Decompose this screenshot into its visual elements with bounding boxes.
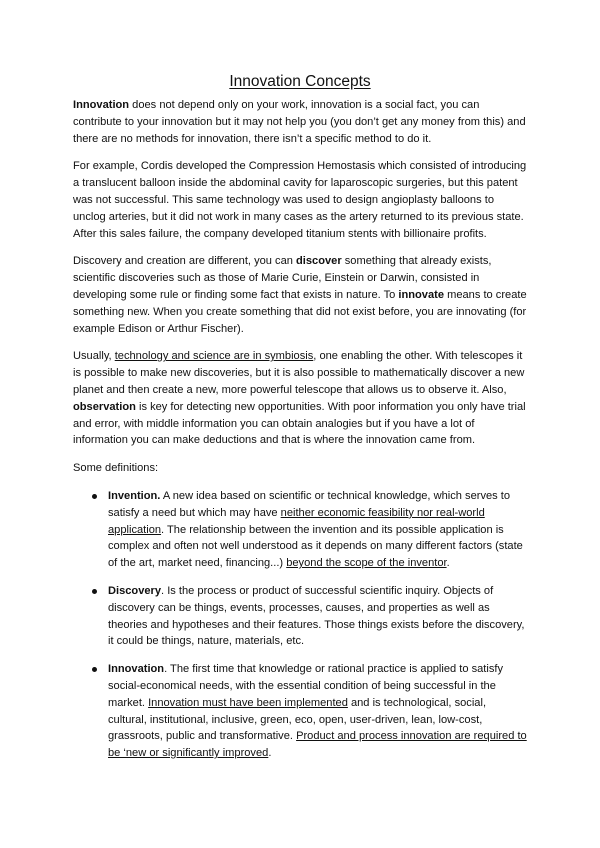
underlined-phrase: Innovation must have been implemented xyxy=(148,696,348,709)
underlined-phrase: beyond the scope of the inventor xyxy=(286,557,447,570)
definition-term: Discovery xyxy=(108,584,162,597)
bold-term: Innovation xyxy=(73,99,130,111)
page-title: Innovation Concepts xyxy=(229,73,371,90)
paragraph-cordis-example: For example, Cordis developed the Compression Hemostasis which consisted of introducing a translucent balloon inside the abdominal cavity for laparoscopic surgeries, but this patent was not successful. This same technology was used to design angioplasty balloons to unclog arteries, but it did not work in many cases as the artery returned to its previous state. After this sales failure, the company developed titanium stents with billionaire profits. xyxy=(73,160,527,240)
definition-term: Innovation xyxy=(108,663,165,676)
bold-term: discover xyxy=(296,255,342,268)
list-item: Invention. A new idea based on scientific or technical knowledge, which serves to satisfy a need but which may have neither economic feasibility nor real-world application. The relationship between the invention and its possible application is complex and often not well understood as it depends on many different factors (state of the art, market need, financing...) beyond the scope of the inventor. xyxy=(108,488,527,572)
bold-term: observation xyxy=(73,400,136,413)
bold-term: innovate xyxy=(398,288,445,301)
list-item: Discovery. Is the process or product of successful scientific inquiry. Objects of discovery can be things, events, processes, causes, and properties as well as theories and hypotheses and their features. Those things exists before the discovery, it could be things, nature, materials, etc. xyxy=(108,583,527,650)
definition-term: Invention. xyxy=(108,489,161,502)
paragraph-innovation-intro: Innovation does not depend only on your work, innovation is a social fact, you can contribute to your innovation but it may not help you (you don’t get any money from this) and there are no methods for innovation, there isn’t a specific method to do it. xyxy=(73,99,526,145)
paragraph-discovery-vs-creation: Discovery and creation are different, you can discover something that already exists, scientific discoveries such as those of Marie Curie, Einstein or Darwin, consisted in developing some rule or finding some fact that exists in nature. To innovate means to create something new. When you create something that did not exist before, you are innovating (for example Edison or Arthur Fischer). xyxy=(73,255,527,335)
bullet-icon xyxy=(92,667,97,672)
underlined-phrase: technology and science are in symbiosis xyxy=(114,350,314,363)
bullet-icon xyxy=(92,494,97,499)
definitions-list xyxy=(73,488,527,762)
bullet-icon xyxy=(92,589,97,594)
definitions-intro: Some definitions: xyxy=(73,462,159,475)
underlined-phrase: Product and process innovation are required to be ‘new or significantly improved xyxy=(108,730,527,760)
underlined-phrase: neither economic feasibility nor real-world application xyxy=(108,506,485,536)
list-item: Innovation. The first time that knowledge or rational practice is applied to satisfy social-economical needs, with the essential condition of being successful in the market. Innovation must have been implemented and is technological, social, cultural, institutional, inclusive, green, eco, open, user-driven, lean, low-cost, grassroots, public and transformative. Product and process innovation are required to be ‘new or significantly improved. xyxy=(108,661,527,762)
paragraph-technology-science: Usually, technology and science are in symbiosis, one enabling the other. With telescopes it is possible to make new discoveries, but it is also possible to mathematically discover a new planet and then create a new, more powerful telescope that allows us to observe it. Also, observation is key for detecting new opportunities. With poor information you only have trial and error, with middle information you can obtain analogies but if you have a lot of information you can make deductions and that is where the innovation came from. xyxy=(73,350,526,447)
